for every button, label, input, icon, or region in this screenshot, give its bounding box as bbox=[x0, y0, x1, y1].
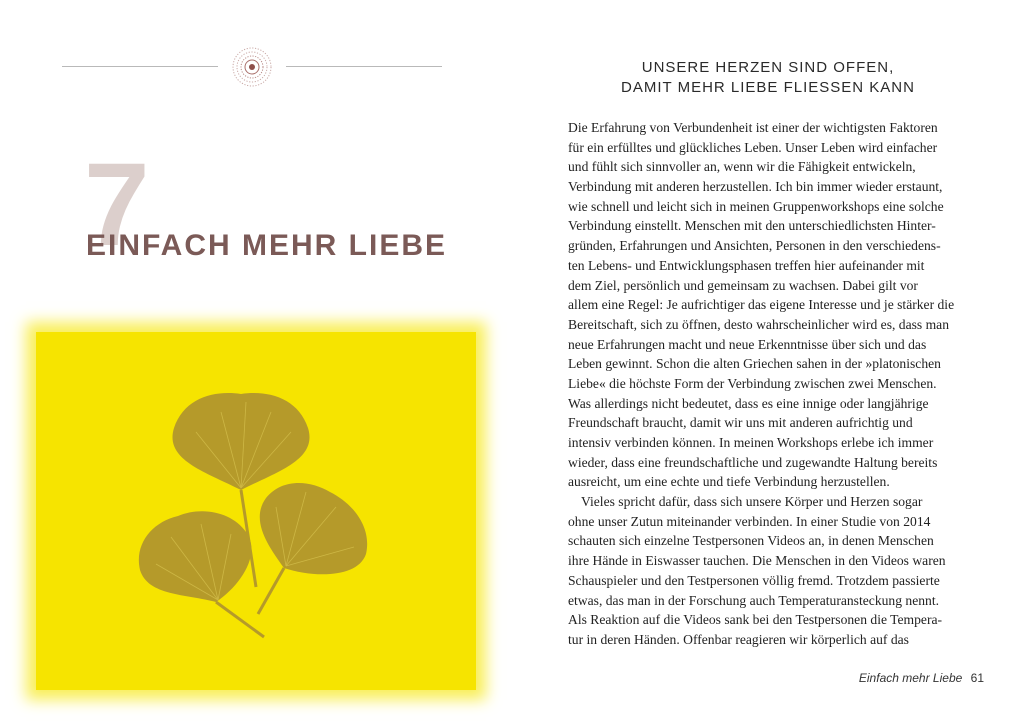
body-line: für ein erfülltes und glückliches Leben. Unser Leben wird einfacher bbox=[568, 139, 938, 155]
body-line: schauten sich einzelne Testpersonen Videos an, in denen Menschen bbox=[568, 533, 934, 549]
body-line: Schauspieler und den Testpersonen völlig fremd. Trotzdem passierte bbox=[568, 572, 940, 588]
concentric-circle-ornament-icon bbox=[231, 46, 273, 88]
body-line: neue Erfahrungen macht und neue Erkenntnisse über sich und das bbox=[568, 336, 927, 352]
body-text bbox=[568, 118, 968, 650]
body-line: wieder, dass eine freundschaftliche und zugewandte Haltung bereits bbox=[568, 454, 938, 470]
body-line: intensiv verbinden können. In meinen Workshops erlebe ich immer bbox=[568, 435, 934, 450]
body-line: etwas, das man in der Forschung auch Temperaturansteckung nennt. bbox=[568, 592, 940, 608]
body-line: ten Lebens- und Entwicklungsphasen treffen hier aufeinander mit bbox=[568, 257, 925, 273]
body-line: Vieles spricht dafür, dass sich unsere Körper und Herzen sogar bbox=[581, 494, 923, 510]
body-line: Verbindung einstellt. Menschen mit den unterschiedlichsten Hinter- bbox=[568, 218, 936, 234]
section-heading bbox=[568, 58, 968, 98]
section-heading-line: DAMIT MEHR LIEBE FLIESSEN KANN bbox=[621, 79, 915, 96]
body-line: ausreicht, um eine echte und tiefe Verbindung herzustellen. bbox=[568, 474, 890, 490]
ornament-rule-right bbox=[286, 66, 442, 67]
running-title: Einfach mehr Liebe bbox=[858, 671, 963, 685]
body-line: allem eine Regel: Je aufrichtiger das eigene Interesse und je stärker die bbox=[568, 297, 955, 313]
body-line: und fühlt sich sinnvoller an, wenn wir die Fähigkeit entwickeln, bbox=[568, 159, 916, 175]
body-line: Freundschaft braucht, damit wir uns mit anderen aufrichtig und bbox=[568, 415, 913, 431]
body-line: Leben gewinnt. Schon die alten Griechen sahen in der »platonischen bbox=[568, 356, 941, 372]
body-line: Bereitschaft, sich zu öffnen, desto wahrscheinlicher wird es, dass man bbox=[568, 316, 950, 332]
body-line: Liebe« die höchste Form der Verbindung zwischen zwei Menschen. bbox=[568, 375, 937, 391]
body-line: Was allerdings nicht bedeutet, dass es eine innige oder langjährige bbox=[568, 395, 929, 411]
body-line: dem Ziel, persönlich und gemeinsam zu wachsen. Dabei gilt vor bbox=[568, 277, 918, 293]
body-line: gründen, Erfahrungen und Ansichten, Personen in den verschiedens- bbox=[568, 238, 941, 254]
body-line: Als Reaktion auf die Videos sank bei den Testpersonen die Tempera- bbox=[568, 612, 943, 628]
section-heading-line: UNSERE HERZEN SIND OFFEN, bbox=[641, 59, 895, 76]
right-page bbox=[510, 0, 1020, 721]
body-line: tur in deren Händen. Offenbar reagieren wir körperlich auf das bbox=[568, 631, 909, 647]
ginkgo-leaves-icon bbox=[36, 332, 476, 690]
body-line: wie schnell und leicht sich in meinen Gruppenworkshops eine solche bbox=[568, 198, 944, 214]
page-footer bbox=[859, 671, 984, 685]
page-number: 61 bbox=[970, 671, 984, 685]
illustration-panel bbox=[36, 332, 476, 690]
body-line: ohne unser Zutun miteinander verbinden. In einer Studie von 2014 bbox=[568, 513, 931, 529]
body-line: Verbindung mit anderen herzustellen. Ich bin immer wieder erstaunt, bbox=[568, 179, 943, 195]
chapter-title: EINFACH MEHR LIEBE bbox=[86, 229, 448, 262]
chapter-number: 7 bbox=[84, 139, 148, 271]
body-line: ihre Hände in Eiswasser tauchen. Die Menschen in den Videos waren bbox=[568, 553, 946, 569]
ornament-rule-left bbox=[62, 66, 218, 67]
body-line: Die Erfahrung von Verbundenheit ist einer der wichtigsten Faktoren bbox=[568, 120, 938, 135]
